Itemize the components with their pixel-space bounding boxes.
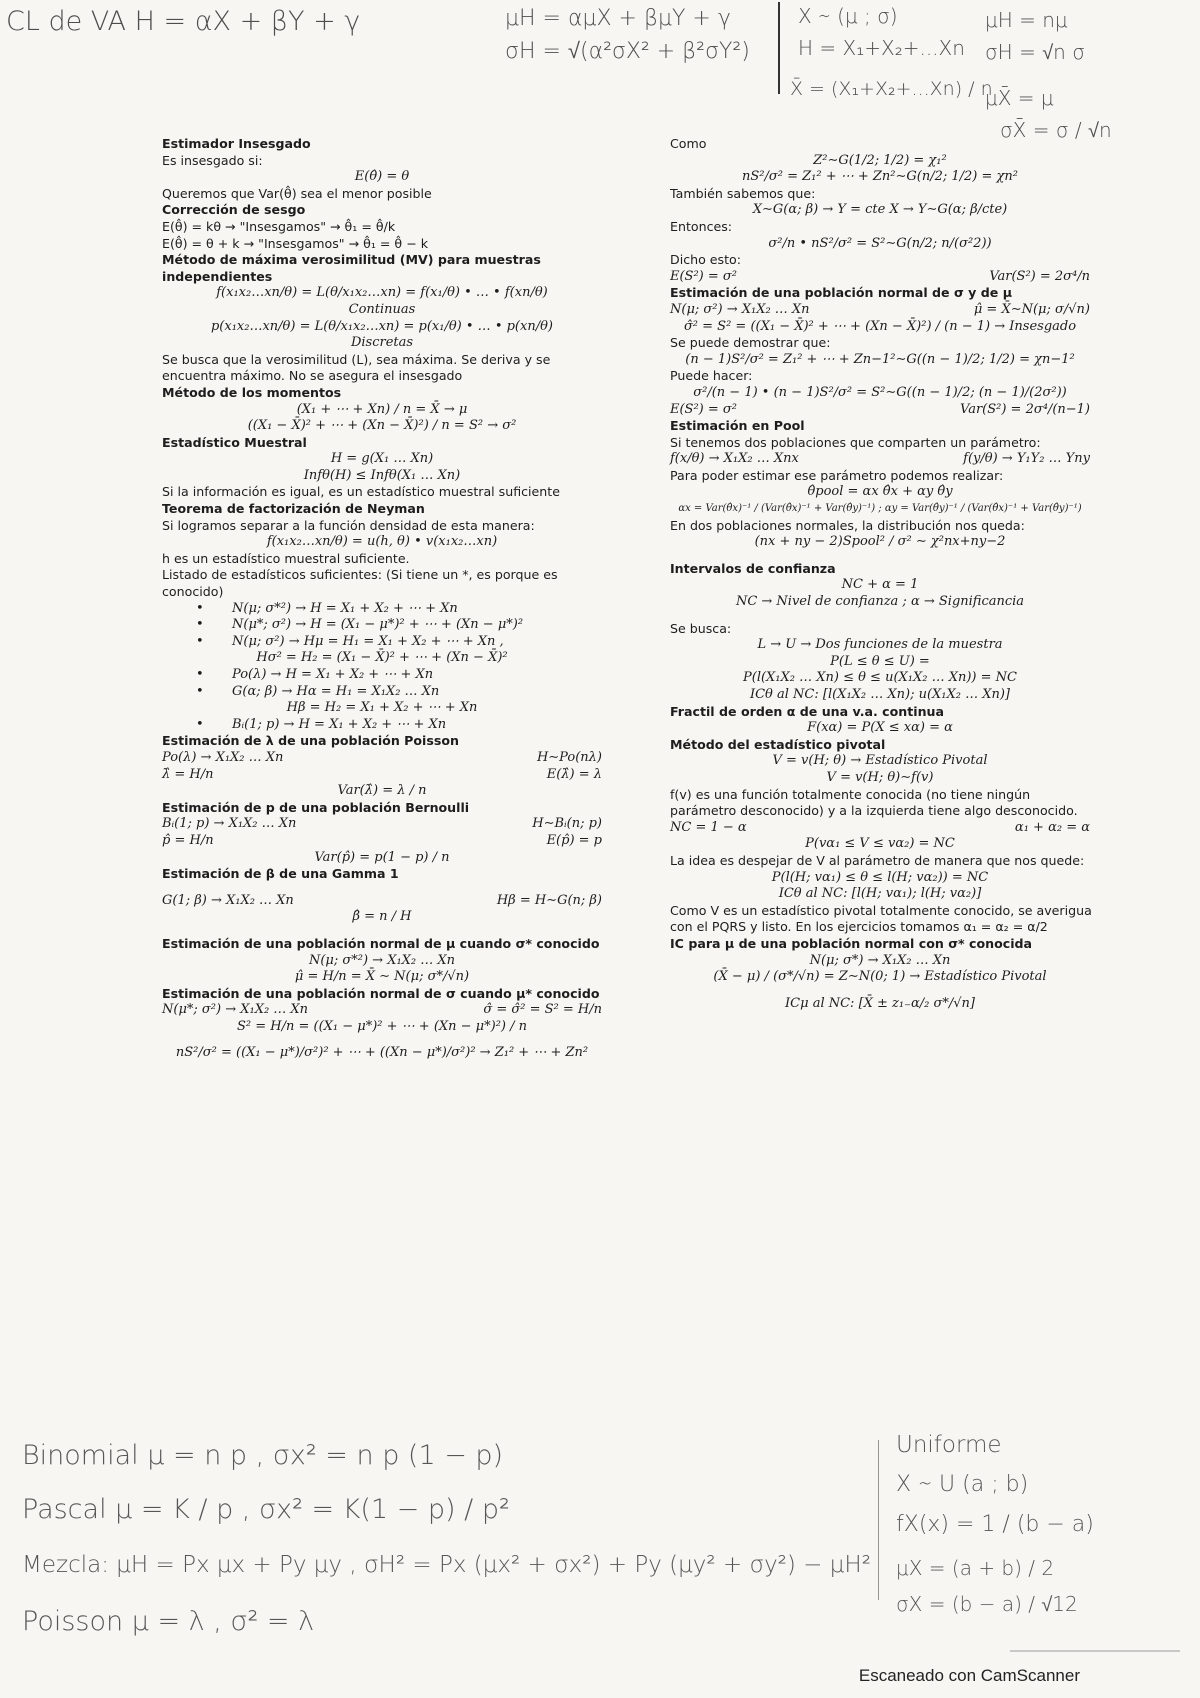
handwritten-h-sum: H = X₁+X₂+...Xn [798,36,965,60]
section-heading: Estimación de una población normal de μ cuando σ* conocido [162,935,600,951]
formula-left: E(S²) = σ² [670,401,737,417]
formula-line [670,451,1090,468]
text-line: encuentra máximo. No se asegura el insesgado [162,368,463,384]
handwritten-uniforme-dist: X ∼ U (a ; b) [896,1472,1029,1497]
formula-left: λ̂ = H/n [162,766,214,782]
section-heading: Estimación de una población normal de σ cuando μ* conocido [162,985,600,1001]
formula-line [162,750,602,767]
formula-left: E(S²) = σ² [670,268,737,284]
text-line: con el PQRS y listo. En los ejercicios tomamos α₁ = α₂ = α/2 [670,919,1048,935]
formula-line: NC + α = 1 [841,577,919,593]
formula-right: Var(S²) = 2σ⁴/(n−1) [960,401,1090,417]
formula-line: • G(α; β) → Hα = H₁ = X₁X₂ … Xn [162,684,602,701]
formula-line: μ̂ = H/n = X̄ ∼ N(μ; σ*/√n) [294,969,470,985]
formula-right: σ̂ = σ̂² = S² = H/n [483,1002,602,1018]
text-line: Para poder estimar ese parámetro podemos realizar: [670,467,1004,483]
handwritten-uniforme-mu: μX = (a + b) / 2 [896,1556,1055,1580]
formula-line: σ²/n • nS²/σ² = S²∼G(n/2; n/(σ²2)) [768,235,992,251]
formula-line: V = v(H; θ) → Estadístico Pivotal [772,753,988,769]
text-line: Como [670,136,707,151]
formula-line: • N(μ; σ²) → Hμ = H₁ = X₁ + X₂ + ⋯ + Xn , [162,634,602,651]
formula-line: ICθ al NC: [l(X₁X₂ … Xn); u(X₁X₂ … Xn)] [749,687,1011,702]
text-line: También sabemos que: [670,185,816,201]
text-line: f(v) es una función totalmente conocida (no tiene ningún [670,786,1031,802]
formula-right: μ̂ = X̄∼N(μ; σ/√n) [973,301,1090,317]
text-line: Dicho esto: [670,252,742,268]
handwritten-mu-n: μH = nμ [985,8,1068,32]
text-line: Se busca que la verosimilitud (L), sea máxima. Se deriva y se [162,351,551,367]
formula-right: α₁ + α₂ = α [1014,819,1090,835]
formula-line: Var(λ̂) = λ / n [337,783,427,799]
formula-line: Z²∼G(1/2; 1/2) = χ₁² [813,152,947,168]
section-heading: Estimación de p de una población Bernoulli [162,799,470,815]
formula-line: ICθ al NC: [l(H; vα₁); l(H; vα₂)] [778,886,982,902]
formula-left: G(1; β) → X₁X₂ … Xn [162,892,294,908]
text-line: Listado de estadísticos suficientes: (Si tiene un *, es porque es [162,567,558,583]
formula-line: f(x₁x₂…xn/θ) = u(h, θ) • v(x₁x₂…xn) [266,534,498,550]
handwritten-sigma-sqrtn: σH = √n σ [985,40,1085,64]
text-line: Como V es un estadístico pivotal totalmente conocido, se averigua [670,902,1092,918]
text-line: Si logramos separar a la función densidad de esta manera: [162,517,535,533]
handwritten-binomial: Binomial μ = n p , σx² = n p (1 − p) [22,1440,504,1471]
formula-right: Hβ = H∼G(n; β) [496,892,602,908]
formula-line: F(xα) = P(X ≤ xα) = α [807,720,953,736]
formula-line: V = v(H; θ)∼f(v) [826,769,934,785]
text-line: Si tenemos dos poblaciones que comparten un parámetro: [670,434,1041,450]
formula-left: N(μ; σ²) → X₁X₂ … Xn [670,301,810,317]
formula-line: f(x₁x₂…xn/θ) = L(θ/x₁x₂…xn) = f(x₁/θ) • … • f(xn/θ) [216,285,548,301]
formula-left: Po(λ) → X₁X₂ … Xn [162,749,284,765]
text-line: E(θ̂) = θ + k → "Insesgamos" → θ̂₁ = θ̂ − k [162,235,428,251]
formula-line: Var(p̂) = p(1 − p) / n [314,849,450,865]
formula-line: p(x₁x₂…xn/θ) = L(θ/x₁x₂…xn) = p(x₁/θ) • … • p(xn/θ) [210,318,553,334]
handwritten-sigma-h: σH = √(α²σX² + β²σY²) [505,39,750,64]
text-line: Se puede demostrar que: [670,335,831,351]
formula-line: (X̄ − μ) / (σ*/√n) = Z∼N(0; 1) → Estadístico Pivotal [713,969,1047,985]
section-heading: Estimación de λ de una población Poisson [162,733,459,749]
formula-line [162,893,602,910]
section-heading: Método de los momentos [162,384,342,400]
formula-line: Hσ² = H₂ = (X₁ − X̄)² + ⋯ + (Xn − X̄)² [256,650,508,666]
text-line: h es un estadístico muestral suficiente. [162,550,410,566]
formula-left: N(μ*; σ²) → X₁X₂ … Xn [162,1002,309,1018]
text-line: Queremos que Var(θ̂) sea el menor posible [162,185,432,201]
section-heading: IC para μ de una población normal con σ* conocida [670,935,1033,951]
formula-line: nS²/σ² = ((X₁ − μ*)/σ²)² + ⋯ + ((Xn − μ*)/σ²)² → Z₁² + ⋯ + Zn² [175,1045,589,1061]
formula-line: Discretas [350,335,414,351]
section-heading: Método del estadístico pivotal [670,736,886,752]
formula-right: E(λ̂) = λ [546,766,602,782]
formula-right: E(p̂) = p [546,832,602,848]
text-line: conocido) [162,584,224,600]
formula-line: P(l(X₁X₂ … Xn) ≤ θ ≤ u(X₁X₂ … Xn)) = NC [743,670,1017,686]
formula-line [162,1002,602,1019]
spacer [670,986,1090,996]
section-heading: Estimación de β de una Gamma 1 [162,866,399,882]
formula-line: P(l(H; vα₁) ≤ θ ≤ l(H; vα₂)) = NC [771,869,989,885]
formula-right: Var(S²) = 2σ⁴/n [989,268,1090,284]
handwritten-sigma-xbar: σX̄ = σ / √n [1000,118,1112,142]
text-line: En dos poblaciones normales, la distribución nos queda: [670,517,1025,533]
section-heading: Estadístico Muestral [162,434,307,450]
text-line: parámetro desconocido) y a la izquierda tiene algo desconocido. [670,803,1078,819]
formula-line: E(θ̂) = θ [354,169,410,185]
handwritten-xbar: X̄ = (X₁+X₂+...Xn) / n [790,78,993,100]
formula-line: Infθ(H) ≤ Infθ(X₁ … Xn) [303,467,461,483]
camscanner-footer: Escaneado con CamScanner [858,1666,1080,1685]
spacer [670,611,1090,621]
text-line: La idea es despejar de V al parámetro de manera que nos quede: [670,852,1085,868]
left-column [162,136,602,1062]
header-divider [778,2,780,94]
formula-line: ICμ al NC: [X̄ ± z₁₋α/₂ σ*/√n] [785,995,975,1011]
formula-right: f(y/θ) → Y₁Y₂ … Yny [963,451,1090,467]
spacer [162,926,602,936]
formula-line: σ̂² = S² = ((X₁ − X̄)² + ⋯ + (Xn − X̄)²) / (n − 1) → Insesgado [683,318,1077,334]
formula-line: • Po(λ) → H = X₁ + X₂ + ⋯ + Xn [162,667,602,684]
handwritten-cl-header: CL de VA H = αX + βY + γ [6,6,361,37]
section-heading: Corrección de sesgo [162,202,306,218]
formula-line: αx = Var(θ̂x)⁻¹ / (Var(θ̂x)⁻¹ + Var(θ̂y)⁻¹) ; αy = Var(θ̂y)⁻¹ / (Var(θ̂x)⁻¹ + Var(θ̂y)⁻¹) [678,503,1082,515]
section-heading: Estimador Insesgado [162,136,311,151]
section-heading: Estimación de una población normal de σ y de μ [670,285,1012,301]
formula-line: P(vα₁ ≤ V ≤ vα₂) = NC [805,836,955,852]
spacer [162,1035,602,1045]
scan-edge-line [1010,1650,1180,1652]
formula-left: NC = 1 − α [670,819,747,835]
handwritten-x-dist: X ∼ (μ ; σ) [798,4,898,28]
formula-line: nS²/σ² = Z₁² + ⋯ + Zn²∼G(n/2; 1/2) = χn² [742,169,1018,185]
section-heading: Estimación en Pool [670,418,805,434]
formula-left: f(x/θ) → X₁X₂ … Xnx [670,451,799,467]
formula-right: H∼Bᵢ(n; p) [532,816,602,832]
formula-line: X∼G(α; β) → Y = cte X → Y∼G(α; β/cte) [752,202,1008,218]
section-heading: independientes [162,268,273,284]
formula-line: • N(μ; σ*²) → H = X₁ + X₂ + ⋯ + Xn [162,601,602,618]
section-heading: Fractil de orden α de una v.a. continua [670,703,944,719]
formula-right: H∼Po(nλ) [536,749,602,765]
text-line: E(θ̂) = kθ → "Insesgamos" → θ̂₁ = θ̂/k [162,218,396,234]
section-heading: Teorema de factorización de Neyman [162,501,425,517]
formula-line [162,833,602,850]
formula-line: NC → Nivel de confianza ; α → Significancia [735,594,1025,610]
formula-line: • Bᵢ(1; p) → H = X₁ + X₂ + ⋯ + Xn [162,717,602,734]
formula-left: p̂ = H/n [162,832,214,848]
formula-line: H = g(X₁ … Xn) [330,451,434,467]
formula-line [670,820,1090,837]
text-line: Si la información es igual, es un estadístico muestral suficiente [162,484,560,500]
handwritten-pascal: Pascal μ = K / p , σx² = K(1 − p) / p² [22,1494,510,1525]
right-column [670,136,1090,1012]
handwritten-poisson: Poisson μ = λ , σ² = λ [22,1606,315,1637]
formula-line: σ²/(n − 1) • (n − 1)S²/σ² = S²∼G((n − 1)/2; (n − 1)/(2σ²)) [693,384,1067,400]
handwritten-uniforme-f: fX(x) = 1 / (b − a) [896,1512,1094,1537]
section-heading: Método de máxima verosimilitud (MV) para muestras [162,252,541,268]
spacer [162,883,602,893]
formula-line: N(μ; σ*) → X₁X₂ … Xn [809,952,951,968]
formula-line [162,816,602,833]
handwritten-mu-xbar: μX̄ = μ [985,86,1054,110]
formula-line [670,269,1090,286]
formula-line: θ̂pool = αx θ̂x + αy θ̂y [807,484,953,500]
formula-left: Bᵢ(1; p) → X₁X₂ … Xn [162,816,297,832]
formula-line: Hβ = H₂ = X₁ + X₂ + ⋯ + Xn [286,700,478,716]
formula-line: L → U → Dos funciones de la muestra [757,637,1003,653]
formula-line: (n − 1)S²/σ² = Z₁² + ⋯ + Zn−1²∼G((n − 1)/2; 1/2) = χn−1² [685,351,1075,367]
handwritten-mezcla: Mezcla: μH = Px μx + Py μy , σH² = Px (μx² + σx²) + Py (μy² + σy²) − μH² [22,1552,871,1578]
formula-line: • N(μ*; σ²) → H = (X₁ − μ*)² + ⋯ + (Xn − μ*)² [162,617,602,634]
formula-line: Continuas [348,301,416,317]
text-line: Es insesgado si: [162,152,263,168]
formula-line: S² = H/n = ((X₁ − μ*)² + ⋯ + (Xn − μ*)²) / n [236,1018,527,1034]
formula-line: P(L ≤ θ ≤ U) = [830,653,930,669]
uniforme-divider [878,1440,879,1600]
handwritten-uniforme-sigma: σX = (b − a) / √12 [896,1592,1078,1616]
text-line: Se busca: [670,620,732,636]
formula-line: N(μ; σ*²) → X₁X₂ … Xn [308,952,456,968]
handwritten-mu-h: μH = αμX + βμY + γ [505,6,731,31]
formula-line [670,402,1090,419]
formula-line: (X₁ + ⋯ + Xn) / n = X̄ → μ [296,401,468,417]
formula-line: β̂ = n / H [352,909,412,925]
text-line: Puede hacer: [670,368,753,384]
handwritten-uniforme-title: Uniforme [896,1432,1002,1458]
spacer [670,551,1090,561]
formula-line: ((X₁ − X̄)² + ⋯ + (Xn − X̄)²) / n = S² → σ² [247,418,517,434]
section-heading: Intervalos de confianza [670,560,836,576]
formula-line: (nx + ny − 2)Spool² / σ² ∼ χ²nx+ny−2 [754,534,1006,550]
formula-line [162,767,602,784]
formula-line [670,302,1090,319]
text-line: Entonces: [670,218,733,234]
